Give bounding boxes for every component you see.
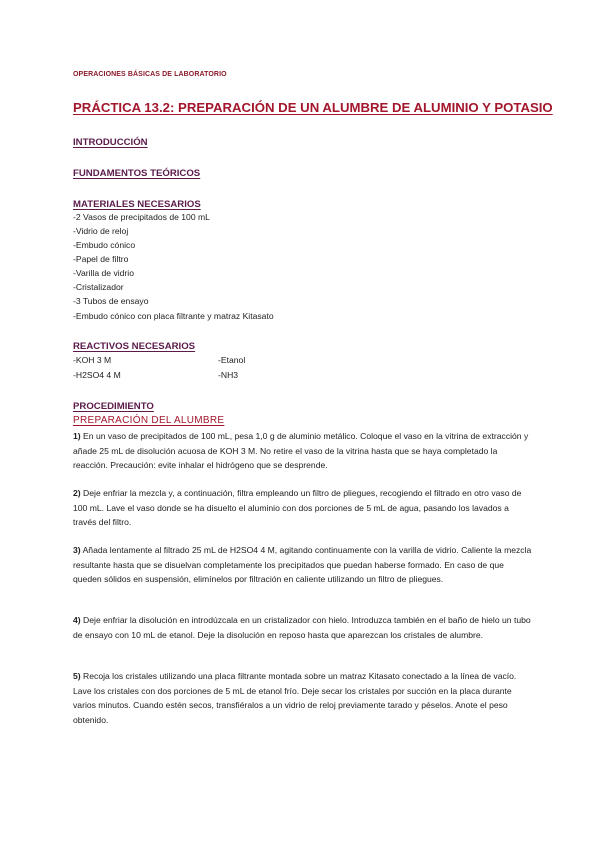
step-number: 5) bbox=[73, 671, 81, 681]
procedure-step-3 bbox=[73, 543, 533, 587]
procedure-step-4 bbox=[73, 613, 533, 642]
title-main: PREPARACIÓN DE UN ALUMBRE DE ALUMINIO Y POTASIO bbox=[178, 100, 553, 115]
step-number: 3) bbox=[73, 545, 81, 555]
step-number: 4) bbox=[73, 615, 81, 625]
title-prefix: PRÁCTICA 13.2: bbox=[73, 100, 175, 115]
section-reactivos: REACTIVOS NECESARIOS bbox=[73, 341, 196, 352]
reactivo-item: -Etanol bbox=[218, 355, 246, 365]
material-item: -Cristalizador bbox=[73, 282, 124, 292]
subsection-preparacion: PREPARACIÓN DEL ALUMBRE bbox=[73, 415, 225, 426]
section-fundamentos: FUNDAMENTOS TEÓRICOS bbox=[73, 168, 201, 179]
material-item: -2 Vasos de precipitados de 100 mL bbox=[73, 212, 210, 222]
step-number: 1) bbox=[73, 431, 81, 441]
procedure-step-1 bbox=[73, 429, 533, 473]
reactivo-item: -H2SO4 4 M bbox=[73, 370, 121, 380]
step-text: En un vaso de precipitados de 100 mL, pesa 1,0 g de aluminio metálico. Coloque el vaso en la vitrina de extracción y añade 25 mL de disolución acuosa de KOH 3 M. No retire el vaso de la vitrina hasta que se haya completado la reacción. Precaución: evite inhalar el hidrógeno que se desprende. bbox=[73, 431, 529, 471]
material-item: -3 Tubos de ensayo bbox=[73, 296, 149, 306]
step-text: Deje enfriar la disolución en introdúzcala en un cristalizador con hielo. Introduzca también en el baño de hielo un tubo de ensayo con 10 mL de etanol. Deje la disolución en reposo hasta que aparezcan los cristales de alumbre. bbox=[73, 615, 531, 640]
page-title bbox=[73, 100, 553, 115]
procedure-step-2 bbox=[73, 486, 533, 530]
header-label: OPERACIONES BÁSICAS DE LABORATORIO bbox=[73, 71, 227, 78]
reactivo-item: -KOH 3 M bbox=[73, 355, 112, 365]
material-item: -Embudo cónico bbox=[73, 240, 136, 250]
procedure-step-5 bbox=[73, 669, 533, 727]
section-introduccion: INTRODUCCIÓN bbox=[73, 137, 148, 148]
step-text: Recoja los cristales utilizando una placa filtrante montada sobre un matraz Kitasato conectado a la línea de vacío. Lave los cristales con dos porciones de 5 mL de etanol frío. Deje secar los cristales por succión en la placa durante varios minutos. Cuando estén secos, transfiéralos a un vidrio de reloj previamente tarado y péselos. Anote el peso obtenido. bbox=[73, 671, 517, 725]
step-number: 2) bbox=[73, 488, 81, 498]
reactivo-item: -NH3 bbox=[218, 370, 239, 380]
material-item: -Varilla de vidrio bbox=[73, 268, 134, 278]
step-text: Añada lentamente al filtrado 25 mL de H2SO4 4 M, agitando continuamente con la varilla de vidrio. Caliente la mezcla resultante hasta que se disuelvan completamente los precipitados que puedan haberse formado. En caso de que queden sólidos en suspensión, elimínelos por filtración en caliente utilizando un filtro de pliegues. bbox=[73, 545, 532, 585]
material-item: -Vidrio de reloj bbox=[73, 226, 129, 236]
step-text: Deje enfriar la mezcla y, a continuación, filtra empleando un filtro de pliegues, recogiendo el filtrado en otro vaso de 100 mL. Lave el vaso donde se ha disuelto el aluminio con dos porciones de 5 mL de agua, pasando los lavados a través del filtro. bbox=[73, 488, 522, 528]
section-materiales: MATERIALES NECESARIOS bbox=[73, 199, 201, 210]
material-item: -Embudo cónico con placa filtrante y matraz Kitasato bbox=[73, 311, 274, 321]
section-procedimiento: PROCEDIMIENTO bbox=[73, 401, 154, 412]
material-item: -Papel de filtro bbox=[73, 254, 129, 264]
